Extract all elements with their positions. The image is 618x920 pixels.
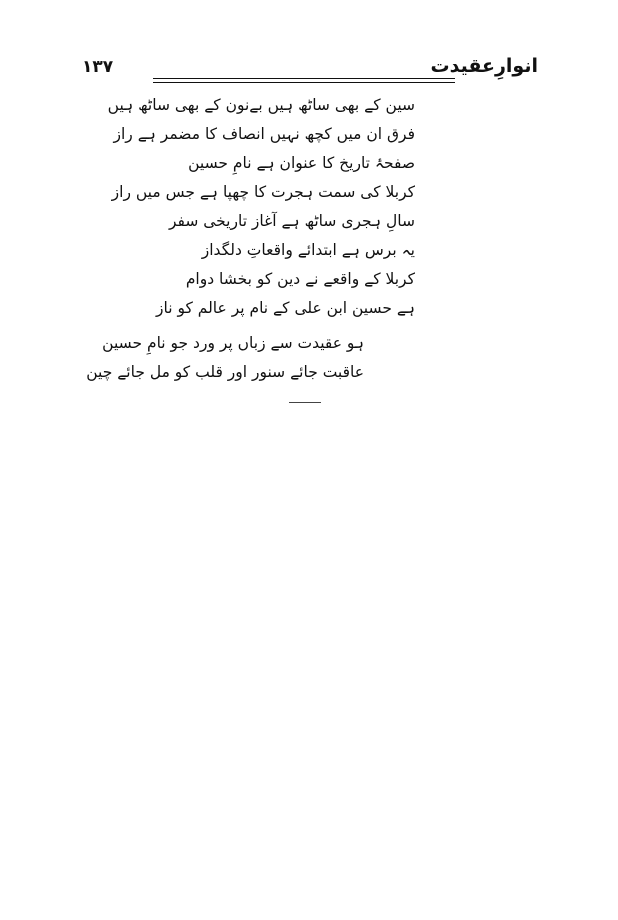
running-header-title: انوارِعقیدت bbox=[430, 55, 538, 77]
verse-line: کربلا کے واقعے نے دین کو بخشا دوام bbox=[185, 270, 415, 288]
verse-line: فرق ان میں کچھ نہیں انصاف کا مضمر ہے راز bbox=[113, 125, 415, 143]
verse-line: یہ برس ہے ابتدائے واقعاتِ دلگداز bbox=[201, 241, 415, 259]
closing-line: عاقبت جائے سنور اور قلب کو مل جائے چین bbox=[86, 363, 364, 381]
verse-line: سین کے بھی ساٹھ ہیں بےنون کے بھی ساٹھ ہیں bbox=[107, 96, 415, 114]
verse-line: کربلا کی سمت ہجرت کا چھپا ہے جس میں راز bbox=[111, 183, 415, 201]
page-number: ۱۳۷ bbox=[82, 57, 114, 77]
verse-line: سالِ ہجری ساٹھ ہے آغاز تاریخی سفر bbox=[168, 212, 415, 230]
end-divider bbox=[289, 402, 321, 403]
closing-line: ہو عقیدت سے زباں پر ورد جو نامِ حسین bbox=[102, 334, 364, 352]
verse-line: ہے حسین ابن علی کے نام پر عالم کو ناز bbox=[156, 299, 415, 317]
verse-line: صفحۂ تاریخ کا عنوان ہے نامِ حسین bbox=[188, 154, 415, 172]
